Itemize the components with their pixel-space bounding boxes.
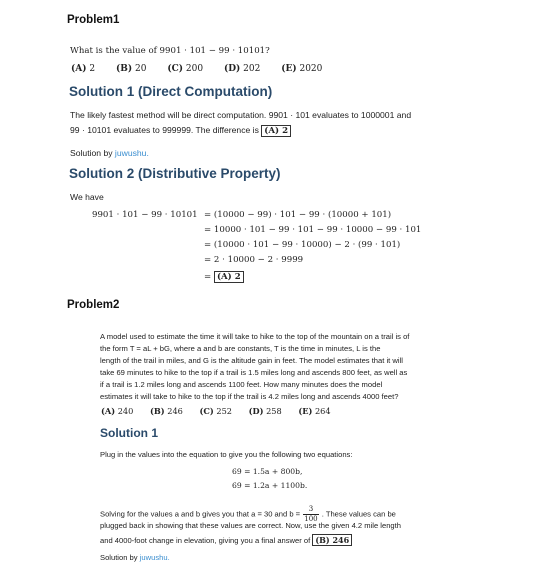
problem2-solution1-line3 <box>100 535 352 545</box>
problem2-solution1-line2: plugged back in showing that these values are correct. Now, use the given 4.2 mile length <box>100 521 401 530</box>
problem2-body-line-2: the form T = aL + bG, where a and b are constants, T is the time in minutes, L is the <box>100 344 381 353</box>
fraction-numerator: 3 <box>303 505 318 515</box>
choice-a: (A) 240 <box>101 406 134 416</box>
problem2-choices <box>101 406 331 416</box>
byline-prefix: Solution by <box>70 148 113 158</box>
problem2-body-line-3: length of the trail in miles, and G is the altitude gain in feet. The model estimates that it will <box>100 356 403 365</box>
solve-prefix: Solving for the values a and b gives you that a = 30 and b = <box>100 509 301 519</box>
choice-d: (D) 202 <box>223 64 261 74</box>
choice-a: (A) 2 <box>71 64 96 74</box>
solution2-final <box>204 272 244 282</box>
solution2-lhs: 9901 · 101 − 99 · 10101 <box>92 210 198 220</box>
choice-d: (D) 258 <box>248 406 282 416</box>
problem2-solution1-byline <box>100 553 170 562</box>
choice-c: (C) 200 <box>167 64 204 74</box>
solution2-intro: We have <box>70 192 104 202</box>
solution2-step-1: = (10000 − 99) · 101 − 99 · (10000 + 101) <box>204 210 392 220</box>
problem1-title: Problem1 <box>67 14 120 26</box>
solve-suffix: . These values can be <box>321 509 396 519</box>
choice-e: (E) 264 <box>298 406 331 416</box>
solution2-heading: Solution 2 (Distributive Property) <box>69 166 281 181</box>
solution1-line1: The likely fastest method will be direct computation. 9901 · 101 evaluates to 1000001 and <box>70 110 412 120</box>
choice-b: (B) 20 <box>115 64 147 74</box>
problem1-choices <box>71 64 322 74</box>
problem2-body-line-1: A model used to estimate the time it will take to hike to the top of the mountain on a trail is of <box>100 332 410 341</box>
problem2-solution1-intro: Plug in the values into the equation to give you the following two equations: <box>100 450 353 459</box>
solution1-heading: Solution 1 (Direct Computation) <box>69 84 273 99</box>
solution1-byline <box>70 148 149 158</box>
problem2-title: Problem2 <box>67 299 120 311</box>
choice-e: (E) 2020 <box>281 64 323 74</box>
problem2-solution1-heading: Solution 1 <box>100 426 158 440</box>
problem2-body-line-6: estimates it will take to hike to the top if the trail is 4.2 miles long and ascends 4000 feet? <box>100 392 399 401</box>
problem2-body-line-4: take 69 minutes to hike to the top if a trail is 1.5 miles long and ascends 800 feet, as well as <box>100 368 408 377</box>
question-text: What is the value of 9901 · 101 − 99 · 10101? <box>70 46 270 56</box>
final-answer-box: (A) 2 <box>214 271 244 283</box>
fraction-denominator: 100 <box>304 515 318 523</box>
choice-c: (C) 252 <box>199 406 233 416</box>
problem1-question <box>70 45 270 56</box>
solution1-line2 <box>70 125 291 136</box>
solution2-step-2: = 10000 · 101 − 99 · 101 − 99 · 10000 − 99 · 101 <box>204 225 422 235</box>
solution2-step-4: = 2 · 10000 − 2 · 9999 <box>204 255 304 265</box>
author-link[interactable]: juwushu. <box>114 148 149 158</box>
author-link[interactable]: juwushu. <box>139 553 170 562</box>
equation-1: 69 = 1.5a + 800b, <box>232 467 303 476</box>
problem2-answer-box: (B) 246 <box>312 534 352 546</box>
answer-box: (A) 2 <box>261 125 291 137</box>
solution2-step-3: = (10000 · 101 − 99 · 10000) − 2 · (99 · 101) <box>204 240 401 250</box>
choice-b: (B) 246 <box>149 406 183 416</box>
problem2-body-line-5: if a trail is 1.2 miles long and ascends 1100 feet. How many minutes does the model <box>100 380 383 389</box>
byline-prefix: Solution by <box>100 553 138 562</box>
solution1-line2-text: 99 · 10101 evaluates to 999999. The difference is <box>70 125 259 135</box>
line3-text: and 4000-foot change in elevation, giving you a final answer of <box>100 536 311 545</box>
equation-2: 69 = 1.2a + 1100b. <box>232 481 308 490</box>
equals-sign: = <box>204 272 212 282</box>
